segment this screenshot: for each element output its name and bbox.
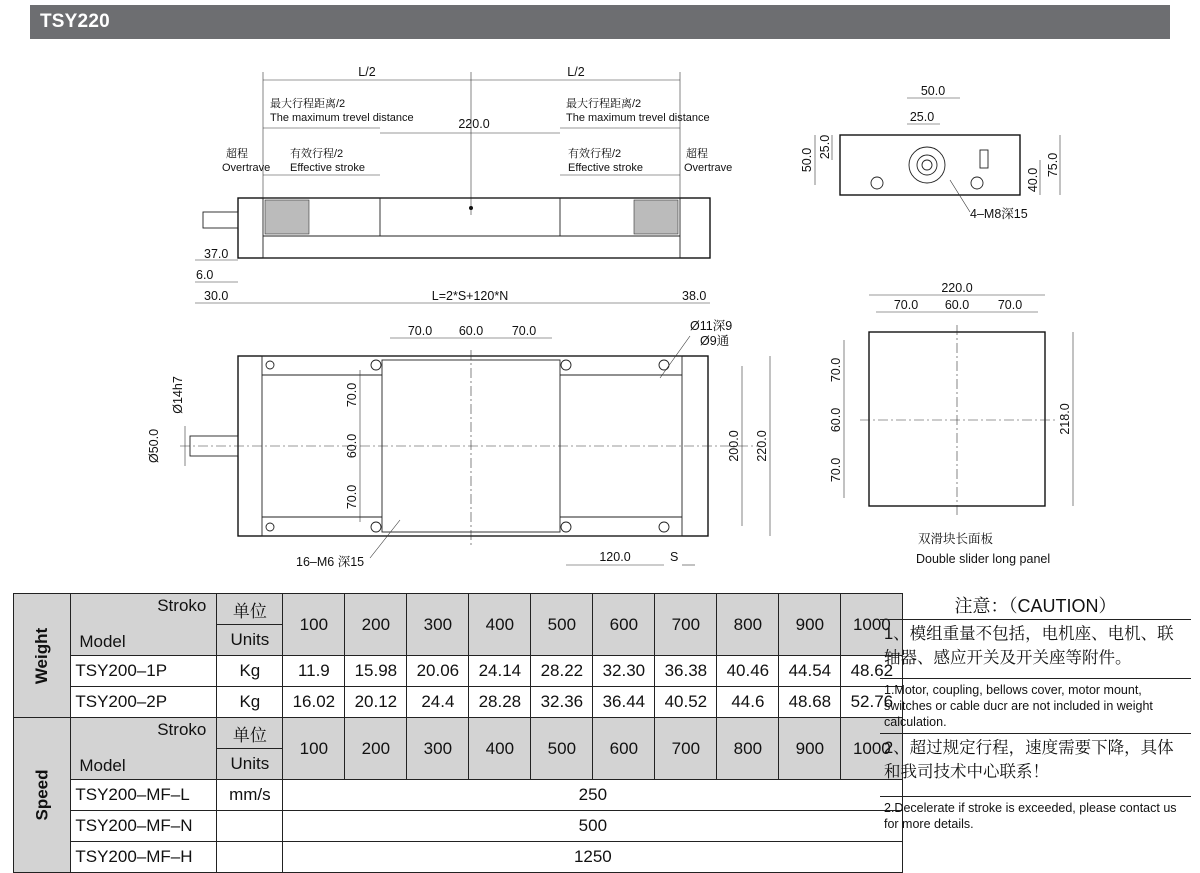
end-view-drawing [800, 84, 1060, 221]
overtravel-cn-left: 超程 [226, 148, 248, 160]
shaft-dia-50: Ø50.0 [147, 428, 161, 464]
note-1-en: 1.Motor, coupling, bellows cover, motor mount, switches or cable ducr are not included in weight calculation. [880, 679, 1191, 734]
speed-stroke-600: 600 [593, 718, 655, 780]
weight-stroke-600: 600 [593, 594, 655, 656]
dim-38: 38.0 [682, 289, 707, 303]
weight-section-label: Weight [14, 594, 71, 718]
model-title: TSY220 [40, 11, 110, 32]
end-dim-50-top: 50.0 [920, 84, 946, 98]
effective-cn-right: 有效行程/2 [568, 148, 622, 160]
dim-30: 30.0 [204, 289, 229, 303]
weight-stroke-800: 800 [717, 594, 779, 656]
hole-spec-2: Ø9通 [700, 334, 730, 348]
dim-half-length-right: L/2 [567, 65, 585, 79]
stroke-s-label: S [670, 550, 679, 564]
max-travel-cn-right: 最大行程距离/2 [566, 98, 642, 110]
speed-stroke-400: 400 [469, 718, 531, 780]
weight-stroke-900: 900 [779, 594, 841, 656]
panel-view-drawing [829, 281, 1073, 566]
table-row: TSY200–MF–N 500 [14, 811, 903, 842]
top-pitch-70-left: 70.0 [407, 324, 433, 338]
dim-half-length-left: L/2 [358, 65, 376, 79]
top-pitch-70-right: 70.0 [511, 324, 537, 338]
effective-en-right: Effective stroke [568, 162, 643, 174]
top-v70-lower: 70.0 [345, 484, 359, 510]
overtravel-cn-right: 超程 [686, 148, 708, 160]
side-view-drawing [195, 65, 732, 303]
speed-stroke-200: 200 [345, 718, 407, 780]
speed-stroke-800: 800 [717, 718, 779, 780]
max-travel-en-right: The maximum trevel distance [566, 112, 710, 124]
end-thread-note: 4–M8深15 [970, 207, 1028, 221]
shaft-dia-14: Ø14h7 [171, 376, 185, 414]
speed-stroke-500: 500 [531, 718, 593, 780]
panel-pitch-70-right: 70.0 [997, 298, 1023, 312]
end-dim-25-top: 25.0 [909, 110, 935, 124]
dim-center-length: 220.0 [458, 117, 490, 131]
overtravel-en-left: Overtrave [222, 162, 271, 174]
panel-height: 218.0 [1058, 403, 1072, 435]
max-travel-cn-left: 最大行程距离/2 [270, 98, 346, 110]
weight-stroke-200: 200 [345, 594, 407, 656]
panel-v70-upper: 70.0 [829, 357, 843, 383]
table-row: TSY200–1P Kg 11.9 15.98 20.06 24.14 28.22 32.30 36.38 40.46 44.54 48.62 [14, 656, 903, 687]
weight-stroke-100: 100 [283, 594, 345, 656]
weight-unit-en: Units [217, 625, 283, 656]
panel-v60: 60.0 [829, 407, 843, 433]
note-2-cn: 2、超过规定行程，速度需要下降，具体和我司技术中心联系！ [880, 734, 1191, 797]
weight-unit-cn: 单位 [217, 594, 283, 625]
dim-37: 37.0 [204, 247, 229, 261]
speed-stroke-100: 100 [283, 718, 345, 780]
weight-header-diag: Stroko Model [71, 594, 217, 656]
caution-notes [880, 593, 1191, 857]
end-dim-25-left: 25.0 [818, 134, 832, 160]
dim-total-length: L=2*S+120*N [431, 289, 509, 303]
note-2-en: 2.Decelerate if stroke is exceeded, please contact us for more details. [884, 801, 1177, 831]
overtravel-en-right: Overtrave [684, 162, 733, 174]
weight-stroke-500: 500 [531, 594, 593, 656]
speed-unit-cn: 单位 [217, 718, 283, 749]
hole-spec-1: Ø11深9 [690, 319, 733, 333]
table-row: TSY200–2P Kg 16.02 20.12 24.4 28.28 32.36 36.44 40.52 44.6 48.68 52.76 [14, 687, 903, 718]
weight-stroke-700: 700 [655, 594, 717, 656]
table-row: TSY200–MF–H 1250 [14, 842, 903, 873]
top-v60: 60.0 [345, 433, 359, 459]
panel-width: 220.0 [941, 281, 973, 295]
slider-spacing: 120.0 [599, 550, 631, 564]
speed-header-diag: Stroko Model [71, 718, 217, 780]
panel-caption-en: Double slider long panel [916, 552, 1051, 566]
dim-6: 6.0 [196, 268, 214, 282]
effective-cn-left: 有效行程/2 [290, 148, 344, 160]
speed-stroke-300: 300 [407, 718, 469, 780]
caution-title: 注意：（CAUTION） [880, 593, 1191, 620]
weight-stroke-400: 400 [469, 594, 531, 656]
panel-pitch-70-left: 70.0 [893, 298, 919, 312]
max-travel-en-left: The maximum trevel distance [270, 112, 414, 124]
speed-stroke-700: 700 [655, 718, 717, 780]
end-dim-50-left: 50.0 [800, 147, 814, 173]
top-width-220: 220.0 [755, 430, 769, 462]
speed-section-label: Speed [14, 718, 71, 873]
table-row: TSY200–MF–L mm/s 250 [14, 780, 903, 811]
note-1-cn: 1、模组重量不包括，电机座、电机、联轴器、感应开关及开关座等附件。 [880, 620, 1191, 679]
top-pitch-60: 60.0 [458, 324, 484, 338]
panel-caption-cn: 双滑块长面板 [918, 532, 994, 546]
tapped-holes-note: 16–M6 深15 [296, 555, 365, 569]
top-width-200: 200.0 [727, 430, 741, 462]
panel-pitch-60: 60.0 [944, 298, 970, 312]
panel-v70-lower: 70.0 [829, 457, 843, 483]
effective-en-left: Effective stroke [290, 162, 365, 174]
top-view-drawing [147, 319, 770, 569]
top-v70-upper: 70.0 [345, 382, 359, 408]
speed-unit-en: Units [217, 749, 283, 780]
speed-stroke-900: 900 [779, 718, 841, 780]
end-dim-75-right: 75.0 [1046, 152, 1060, 178]
weight-stroke-300: 300 [407, 594, 469, 656]
weight-stroke-1000: 1000 [841, 594, 903, 656]
speed-stroke-1000: 1000 [841, 718, 903, 780]
spec-table [13, 593, 903, 873]
end-dim-40-right: 40.0 [1026, 167, 1040, 193]
